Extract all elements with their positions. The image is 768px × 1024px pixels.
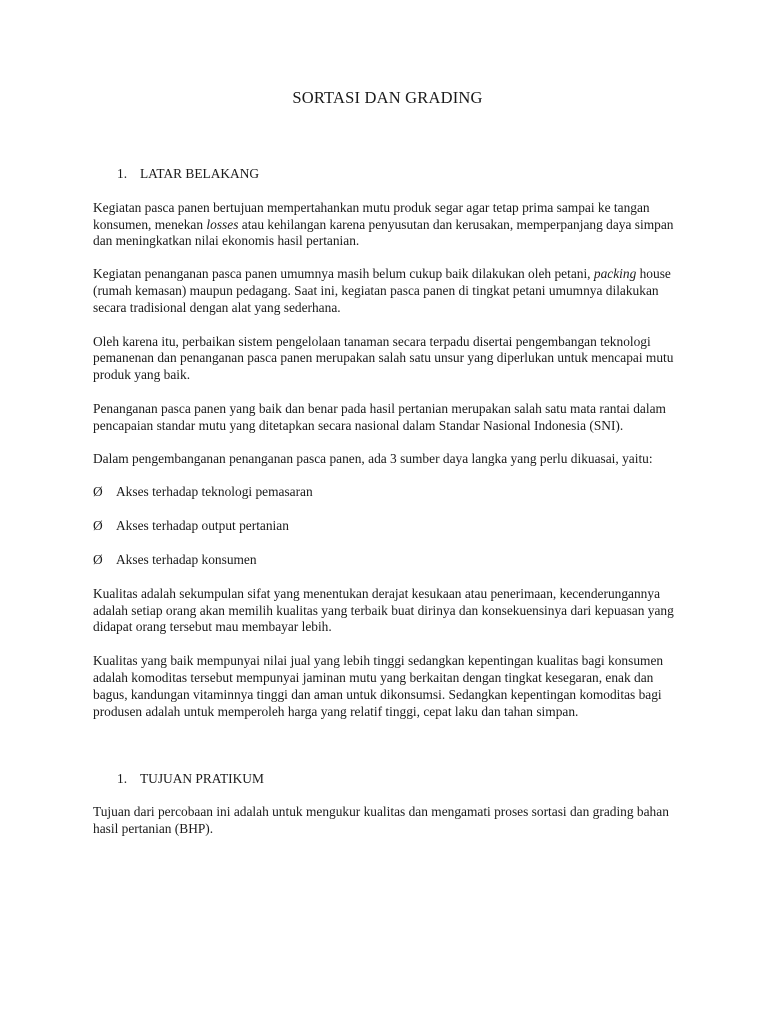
italic-term-losses: losses — [206, 216, 239, 232]
paragraph-text: Kegiatan pasca panen bertujuan mempertahankan mutu produk segar agar tetap prima sampai ke tangan konsumen, menekan — [93, 199, 650, 232]
section-heading-latar-belakang — [93, 166, 682, 183]
paragraph-text: atau kehilangan karena penyusutan dan kerusakan, memperpanjang daya simpan dan meningkatkan nilai ekonomis hasil pertanian. — [93, 216, 674, 249]
list-item — [93, 518, 682, 535]
bullet-arrow-icon: Ø — [93, 551, 103, 567]
paragraph-sumber-daya: Dalam pengembanganan penanganan pasca panen, ada 3 sumber daya langka yang perlu dikuasai, yaitu: — [93, 450, 653, 466]
paragraph-pasca-panen-tujuan — [93, 200, 682, 250]
list-item-text: Akses terhadap teknologi pemasaran — [116, 484, 313, 500]
section-heading-tujuan-pratikum — [93, 771, 682, 788]
list-item-text: Akses terhadap konsumen — [116, 551, 257, 567]
list-item — [93, 484, 682, 501]
paragraph-tujuan-percobaan: Tujuan dari percobaan ini adalah untuk mengukur kualitas dan mengamati proses sortasi dan grading bahan hasil pertanian (BHP). — [93, 804, 669, 836]
italic-term-packing: packing — [593, 266, 637, 282]
paragraph-kualitas-nilai-jual: Kualitas yang baik mempunyai nilai jual yang lebih tinggi sedangkan kepentingan kualitas bagi konsumen adalah komoditas tersebut mempunyai jaminan mutu yang berkaitan dengan tingkat kesegaran, enak dan bagus, kandungan vitaminnya tinggi dan aman untuk dikonsumsi. Sedangkan kepentingan komoditas bagi produsen adalah untuk memperoleh harga yang relatif tinggi, cepat laku dan tahan simpan. — [93, 653, 664, 719]
bullet-arrow-icon: Ø — [93, 518, 103, 534]
paragraph-kualitas-definisi: Kualitas adalah sekumpulan sifat yang menentukan derajat kesukaan atau penerimaan, kecenderungannya adalah setiap orang akan memilih kualitas yang terbaik buat dirinya dan konsekuensinya dari kepuasan yang didapat orang tersebut mau membayar lebih. — [93, 585, 674, 635]
list-item-text: Akses terhadap output pertanian — [116, 518, 289, 534]
document-title: SORTASI DAN GRADING — [292, 88, 483, 107]
paragraph-text: house (rumah kemasan) maupun pedagang. Saat ini, kegiatan pasca panen di tingkat petani umumnya dilakukan secara tradisional dengan alat yang sederhana. — [93, 266, 671, 315]
section-number: 1. — [117, 166, 128, 181]
list-item — [93, 552, 682, 569]
section-number: 1. — [117, 771, 128, 787]
section-heading-text: LATAR BELAKANG — [140, 166, 260, 181]
paragraph-standar-mutu: Penanganan pasca panen yang baik dan benar pada hasil pertanian merupakan salah satu mata rantai dalam pencapaian standar mutu yang ditetapkan secara nasional dalam Standar Nasional Indonesia (SNI). — [93, 400, 666, 433]
paragraph-penanganan-pasca-panen — [93, 266, 682, 316]
paragraph-perbaikan-sistem: Oleh karena itu, perbaikan sistem pengelolaan tanaman secara terpadu disertai pengembangan teknologi pemanenan dan penanganan pasca panen merupakan salah satu unsur yang diperlukan untuk mencapai mutu produk yang baik. — [93, 333, 674, 383]
paragraph-text: Kegiatan penanganan pasca panen umumnya masih belum cukup baik dilakukan oleh petani, — [93, 266, 594, 282]
section-heading-text: TUJUAN PRATIKUM — [140, 771, 264, 787]
bullet-arrow-icon: Ø — [93, 484, 103, 500]
